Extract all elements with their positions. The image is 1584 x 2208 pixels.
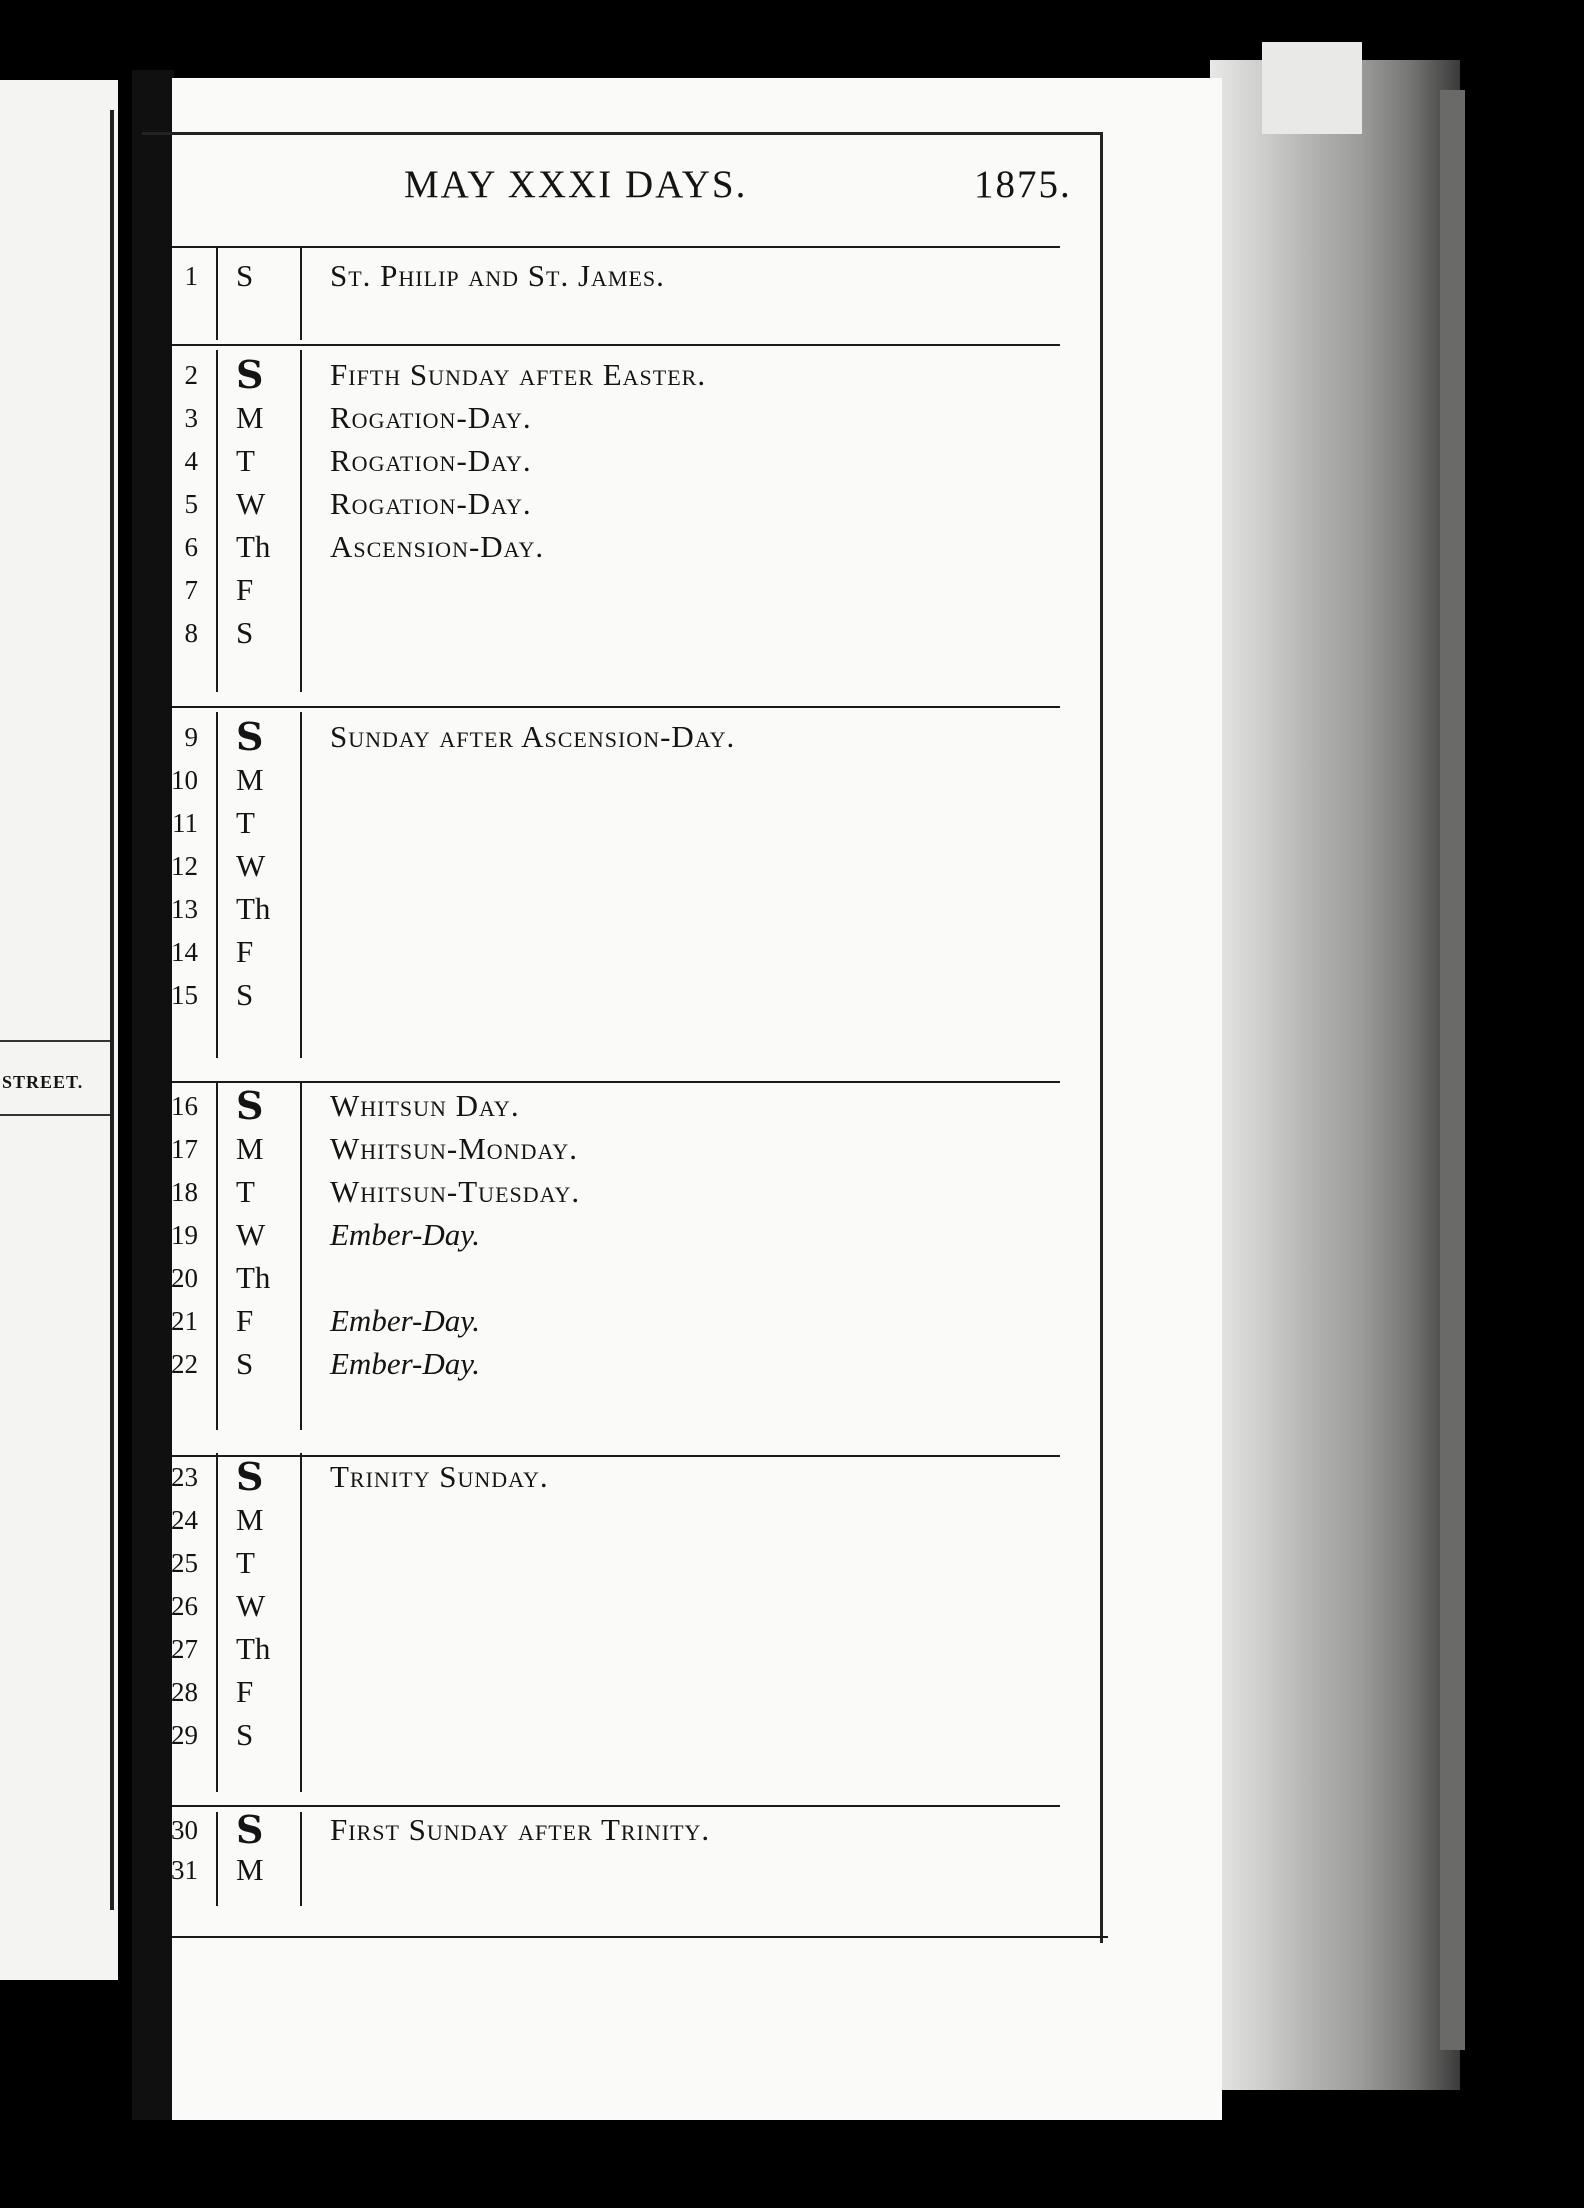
- column-rule: [216, 350, 218, 692]
- feast-day-label: First Sunday after Trinity.: [330, 1812, 711, 1847]
- day-number: 21: [171, 1306, 198, 1336]
- column-rule: [300, 1812, 302, 1906]
- day-number: 17: [171, 1134, 198, 1164]
- weekday-letter: W: [236, 486, 266, 521]
- column-rule: [216, 1812, 218, 1906]
- left-page-border: [110, 110, 114, 1910]
- section-rule: [172, 1805, 1060, 1807]
- weekday-letter: M: [236, 1502, 264, 1537]
- weekday-letter: S: [236, 1717, 254, 1752]
- weekday-letter: Th: [236, 529, 271, 564]
- feast-day-label: Rogation-Day.: [330, 486, 532, 521]
- weekday-letter: Th: [236, 1631, 271, 1666]
- weekday-letter: F: [236, 1674, 254, 1709]
- page-year: 1875.: [974, 163, 1072, 206]
- section-rule: [172, 344, 1060, 346]
- column-rule: [300, 712, 302, 1058]
- column-rule: [216, 712, 218, 1058]
- day-number: 12: [171, 851, 198, 881]
- weekday-letter: Th: [236, 891, 271, 926]
- feast-day-label: Ascension-Day.: [330, 529, 545, 564]
- sunday-marker: S: [236, 714, 264, 759]
- feast-day-label: St. Philip and St. James.: [330, 258, 665, 293]
- day-number: 29: [171, 1720, 198, 1750]
- section-rule: [172, 706, 1060, 708]
- weekday-letter: M: [236, 1131, 264, 1166]
- day-number: 1: [184, 261, 198, 291]
- column-rule: [300, 1083, 302, 1430]
- day-number: 26: [171, 1591, 198, 1621]
- day-number: 20: [171, 1263, 198, 1293]
- day-number: 2: [184, 360, 198, 390]
- column-rule: [300, 350, 302, 692]
- sunday-marker: S: [236, 352, 264, 397]
- feast-day-label: Trinity Sunday.: [330, 1459, 549, 1494]
- day-number: 25: [171, 1548, 198, 1578]
- weekday-letter: M: [236, 762, 264, 797]
- weekday-letter: W: [236, 848, 266, 883]
- weekday-letter: S: [236, 258, 254, 293]
- left-page-rule-bottom: [0, 1114, 112, 1116]
- left-page-fragment: STREET.: [2, 1072, 84, 1092]
- day-number: 22: [171, 1349, 198, 1379]
- weekday-letter: M: [236, 1852, 264, 1887]
- page-tab: [1262, 42, 1362, 134]
- feast-day-label: Whitsun-Monday.: [330, 1131, 578, 1166]
- weekday-letter: W: [236, 1217, 266, 1252]
- column-rule: [216, 1453, 218, 1792]
- weekday-letter: S: [236, 1346, 254, 1381]
- column-rule: [216, 1083, 218, 1430]
- section-rule: [172, 1455, 1060, 1457]
- left-page: [0, 80, 118, 1980]
- weekday-letter: M: [236, 400, 264, 435]
- sunday-marker: S: [236, 1454, 264, 1499]
- column-rule: [216, 248, 218, 340]
- weekday-letter: F: [236, 934, 254, 969]
- day-number: 28: [171, 1677, 198, 1707]
- feast-day-label: Ember-Day.: [330, 1303, 481, 1338]
- day-number: 9: [184, 722, 198, 752]
- day-number: 31: [171, 1855, 198, 1885]
- day-number: 24: [171, 1505, 198, 1535]
- day-number: 19: [171, 1220, 198, 1250]
- day-number: 23: [171, 1462, 198, 1492]
- sunday-marker: S: [236, 1083, 264, 1128]
- feast-day-label: Sunday after Ascension-Day.: [330, 719, 736, 754]
- weekday-letter: F: [236, 1303, 254, 1338]
- weekday-letter: T: [236, 805, 255, 840]
- page-header: [0, 162, 1584, 212]
- weekday-letter: S: [236, 615, 254, 650]
- section-rule: [172, 1081, 1060, 1083]
- page-frame: [142, 132, 1103, 1943]
- left-page-rule-top: [0, 1040, 112, 1042]
- day-number: 7: [184, 575, 198, 605]
- day-number: 13: [171, 894, 198, 924]
- column-rule: [300, 248, 302, 340]
- weekday-letter: T: [236, 1174, 255, 1209]
- section-rule: [172, 1936, 1108, 1938]
- day-number: 3: [184, 403, 198, 433]
- page-edges: [1210, 60, 1460, 2090]
- feast-day-label: Ember-Day.: [330, 1346, 481, 1381]
- feast-day-label: Ember-Day.: [330, 1217, 481, 1252]
- day-number: 27: [171, 1634, 198, 1664]
- weekday-letter: W: [236, 1588, 266, 1623]
- day-number: 5: [184, 489, 198, 519]
- feast-day-label: Whitsun Day.: [330, 1088, 520, 1123]
- day-number: 4: [184, 446, 198, 476]
- weekday-letter: T: [236, 1545, 255, 1580]
- column-rule: [300, 1453, 302, 1792]
- page-edges-dark: [1440, 90, 1465, 2050]
- day-number: 30: [171, 1815, 198, 1845]
- page-title: MAY XXXI DAYS.: [404, 163, 748, 206]
- feast-day-label: Fifth Sunday after Easter.: [330, 357, 707, 392]
- feast-day-label: Rogation-Day.: [330, 400, 532, 435]
- feast-day-label: Rogation-Day.: [330, 443, 532, 478]
- day-number: 15: [171, 980, 198, 1010]
- weekday-letter: T: [236, 443, 255, 478]
- section-rule: [172, 246, 1060, 248]
- day-number: 14: [171, 937, 198, 967]
- weekday-letter: Th: [236, 1260, 271, 1295]
- sunday-marker: S: [236, 1807, 264, 1852]
- day-number: 6: [184, 532, 198, 562]
- day-number: 16: [171, 1091, 198, 1121]
- weekday-letter: S: [236, 977, 254, 1012]
- day-number: 10: [171, 765, 198, 795]
- feast-day-label: Whitsun-Tuesday.: [330, 1174, 581, 1209]
- weekday-letter: F: [236, 572, 254, 607]
- day-number: 8: [184, 618, 198, 648]
- day-number: 18: [171, 1177, 198, 1207]
- day-number: 11: [172, 808, 198, 838]
